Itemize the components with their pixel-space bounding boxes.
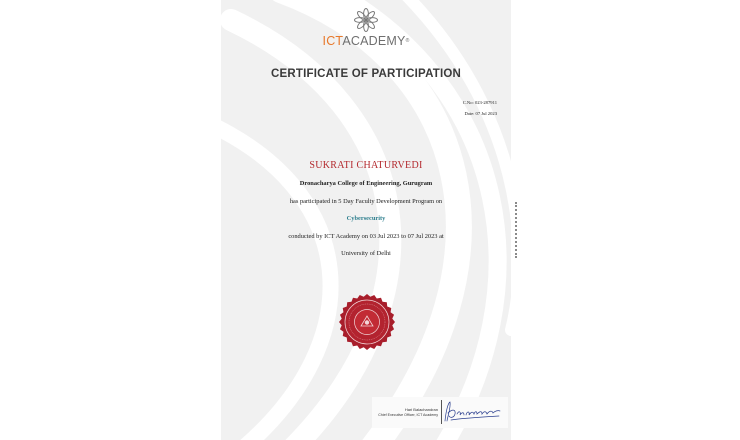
flower-logo-icon <box>354 8 378 32</box>
brand-suffix: ACADEMY <box>342 34 406 48</box>
certificate-title: CERTIFICATE OF PARTICIPATION <box>270 68 461 80</box>
conducted-statement: conducted by ICT Academy on 03 Jul 2023 to 07 Jul 2023 at <box>288 233 444 240</box>
program-name: Cybersecurity <box>346 215 386 222</box>
handwritten-signature <box>442 399 504 425</box>
certificate-date: Date: 07 Jul 2023 <box>464 111 497 116</box>
certificate-number: C.No: 023-287911 <box>462 100 497 105</box>
institution-name: Dronacharya College of Engineering, Gurugram <box>299 180 433 187</box>
brand-logo-text <box>221 34 511 49</box>
sheet-edge-dotted-line <box>515 202 517 258</box>
signatory-name: Hari Balachandran <box>404 407 438 412</box>
signature-block <box>372 397 508 428</box>
certificate-sheet <box>221 0 511 440</box>
brand-prefix: ICT <box>322 34 343 48</box>
brand-trademark: ® <box>405 38 410 44</box>
red-seal-icon <box>337 292 397 352</box>
recipient-name: SUKRATI CHATURVEDI <box>309 160 423 171</box>
signatory-title: Chief Executive Officer, ICT Academy <box>378 413 438 417</box>
venue-name: University of Delhi <box>341 250 391 257</box>
participation-statement: has participated in 5 Day Faculty Development Program on <box>289 198 443 205</box>
